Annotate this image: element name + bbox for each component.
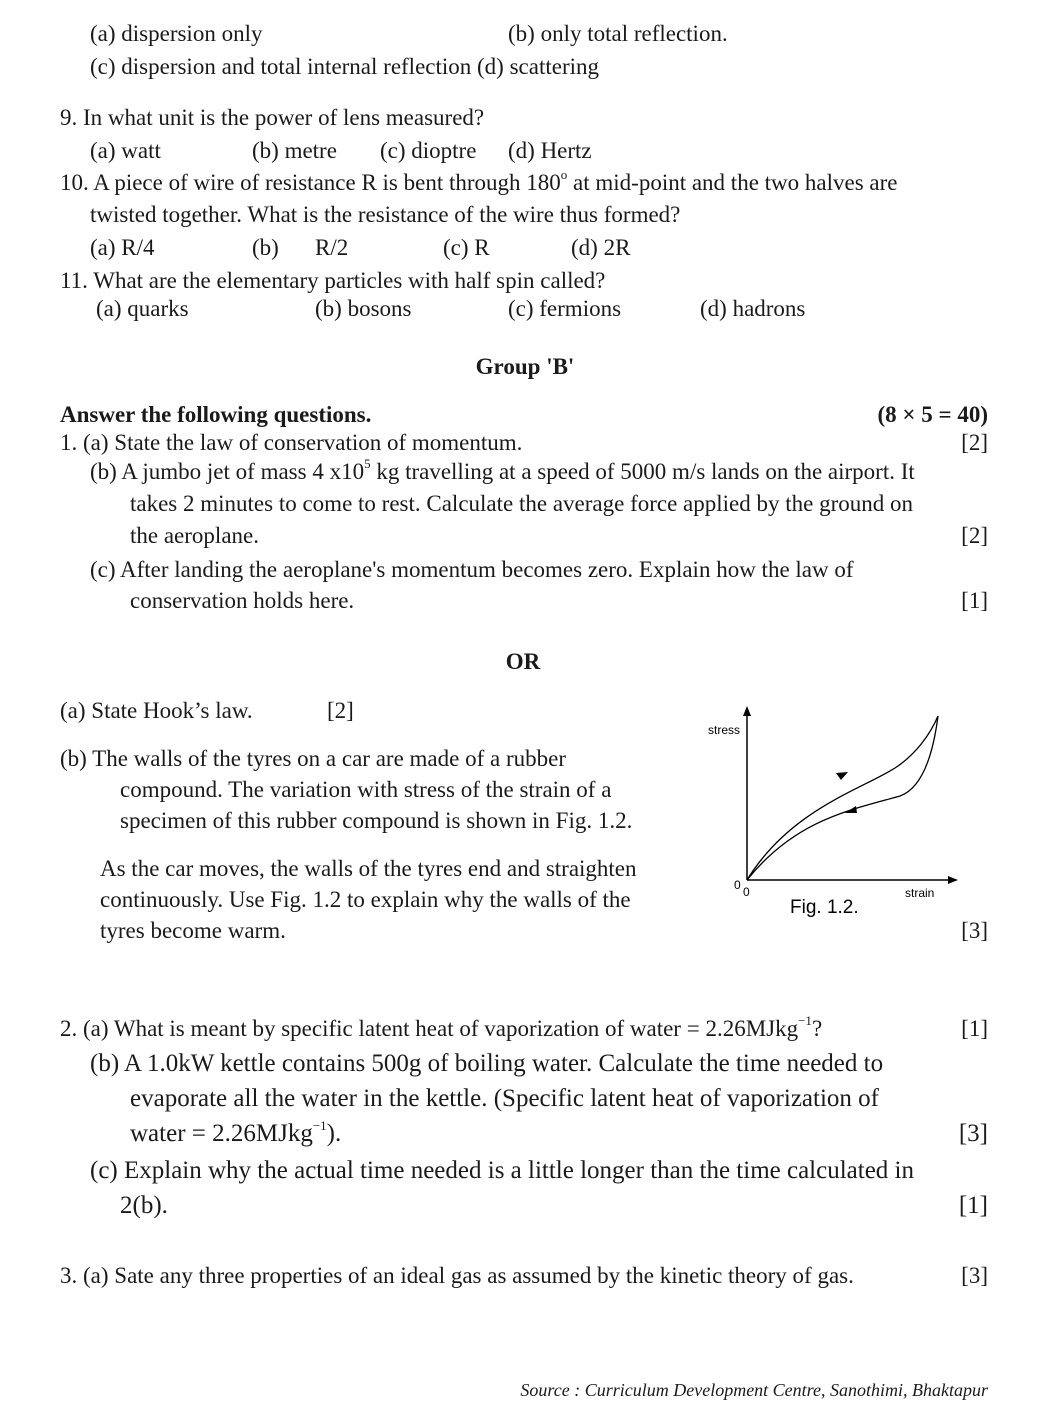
- exponent-sup: 5: [364, 456, 371, 472]
- b1-part-c-line2: conservation holds here.: [130, 588, 355, 613]
- degree-sup: o: [560, 167, 568, 183]
- b2-part-c-marks: [1]: [958, 1192, 988, 1219]
- b1-or-para-line1: As the car moves, the walls of the tyres end and straighten: [100, 856, 637, 881]
- q11-option-c: (c) fermions: [508, 296, 622, 321]
- b2-part-b-line3: [130, 1117, 342, 1148]
- b3-part-a-marks: [3]: [961, 1263, 988, 1288]
- q9-option-b: (b) metre: [252, 138, 337, 163]
- b2-part-c-line1: (c) Explain why the actual time needed is a little longer than the time calculated in: [90, 1157, 914, 1184]
- b1-or-part-b-line3: specimen of this rubber compound is shown in Fig. 1.2.: [120, 808, 633, 833]
- loading-arrow: [836, 772, 848, 780]
- b1-part-a: 1. (a) State the law of conservation of momentum.: [60, 430, 523, 455]
- b2-part-a: [60, 1015, 822, 1043]
- b1-part-a-marks: [2]: [961, 430, 988, 455]
- origin-label-x: 0: [743, 885, 750, 899]
- option-total-reflection: (b) only total reflection.: [508, 21, 728, 46]
- q10-line1-pre: 10. A piece of wire of resistance R is bent through 180: [60, 170, 561, 195]
- question-10-line2: twisted together. What is the resistance of the wire thus formed?: [90, 202, 681, 227]
- b2-part-c-line2: 2(b).: [120, 1192, 168, 1219]
- b2-part-b-line2: evaporate all the water in the kettle. (Specific latent heat of vaporization of: [130, 1085, 879, 1112]
- b1-part-b-line3: the aeroplane.: [130, 523, 259, 548]
- origin-label-y: 0: [734, 878, 741, 892]
- b1-part-b-line2: takes 2 minutes to come to rest. Calculate the average force applied by the ground on: [130, 491, 914, 516]
- unloading-curve: [747, 716, 938, 880]
- y-axis-label: stress: [708, 723, 741, 737]
- b2-part-b-line1: (b) A 1.0kW kettle contains 500g of boiling water. Calculate the time needed to: [90, 1050, 884, 1077]
- q11-option-a: (a) quarks: [96, 296, 189, 321]
- b2-b-post: ).: [326, 1120, 342, 1147]
- b2-a-pre: 2. (a) What is meant by specific latent heat of vaporization of water = 2.26MJkg: [60, 1016, 799, 1041]
- q11-option-d: (d) hadrons: [700, 296, 806, 321]
- b2-part-b-marks: [3]: [958, 1120, 988, 1147]
- b1-part-b-marks: [2]: [961, 523, 988, 548]
- b1-or-para-line3: tyres become warm.: [100, 918, 286, 943]
- b2-a-post: ?: [811, 1016, 823, 1041]
- group-b-marks: (8 × 5 = 40): [877, 402, 988, 427]
- group-b-heading: Group 'B': [475, 354, 575, 379]
- x-axis-arrowhead: [948, 876, 958, 884]
- x-axis-label: strain: [905, 886, 935, 900]
- b1-part-c-marks: [1]: [961, 588, 988, 613]
- q9-option-d: (d) Hertz: [508, 138, 592, 163]
- source-credit: Source : Curriculum Development Centre, Sanothimi, Bhaktapur: [520, 1380, 988, 1400]
- q10-option-c: (c) R: [443, 235, 490, 260]
- b1-b-post: kg travelling at a speed of 5000 m/s lands on the airport. It: [370, 459, 915, 484]
- option-dispersion-only: (a) dispersion only: [90, 21, 263, 46]
- q9-option-c: (c) dioptre: [380, 138, 477, 163]
- question-11: 11. What are the elementary particles with half spin called?: [60, 268, 606, 293]
- b1-or-part-b-line2: compound. The variation with stress of the strain of a: [120, 777, 612, 802]
- loading-curve: [747, 716, 938, 880]
- q10-option-b-value: R/2: [315, 235, 349, 260]
- b2-b-sup: −1: [312, 1117, 327, 1133]
- b1-b-pre: (b) A jumbo jet of mass 4 x10: [90, 459, 365, 484]
- b1-part-c-line1: (c) After landing the aeroplane's momentum becomes zero. Explain how the law of: [90, 557, 854, 582]
- q10-option-d: (d) 2R: [571, 235, 631, 260]
- q9-option-a: (a) watt: [90, 138, 161, 163]
- y-axis-arrowhead: [743, 706, 751, 716]
- question-9: 9. In what unit is the power of lens measured?: [60, 105, 485, 130]
- stress-strain-figure: [700, 700, 970, 925]
- b1-or-part-a: (a) State Hook’s law.: [60, 698, 253, 723]
- q10-option-a: (a) R/4: [90, 235, 155, 260]
- q11-option-b: (b) bosons: [315, 296, 412, 321]
- option-dispersion-tir-scattering: (c) dispersion and total internal reflection (d) scattering: [90, 54, 599, 79]
- b3-part-a: 3. (a) Sate any three properties of an ideal gas as assumed by the kinetic theory of gas.: [60, 1263, 854, 1288]
- figure-caption: Fig. 1.2.: [790, 897, 859, 918]
- or-heading: OR: [505, 649, 541, 674]
- b2-part-a-marks: [1]: [961, 1016, 988, 1041]
- group-b-instruction: Answer the following questions.: [60, 402, 372, 427]
- unloading-arrow: [845, 806, 857, 813]
- question-10-line1: [60, 169, 898, 197]
- b2-b-pre: water = 2.26MJkg: [130, 1120, 313, 1147]
- q10-line1-post: at mid-point and the two halves are: [567, 170, 898, 195]
- q10-option-b: (b): [252, 235, 279, 260]
- b1-or-para-marks: [3]: [961, 918, 988, 943]
- b1-or-para-line2: continuously. Use Fig. 1.2 to explain why the walls of the: [100, 887, 631, 912]
- b1-or-part-b-line1: (b) The walls of the tyres on a car are made of a rubber: [60, 746, 566, 771]
- b1-or-part-a-marks: [2]: [327, 698, 354, 723]
- b1-part-b-line1: [90, 458, 915, 486]
- b2-a-sup: −1: [798, 1013, 812, 1029]
